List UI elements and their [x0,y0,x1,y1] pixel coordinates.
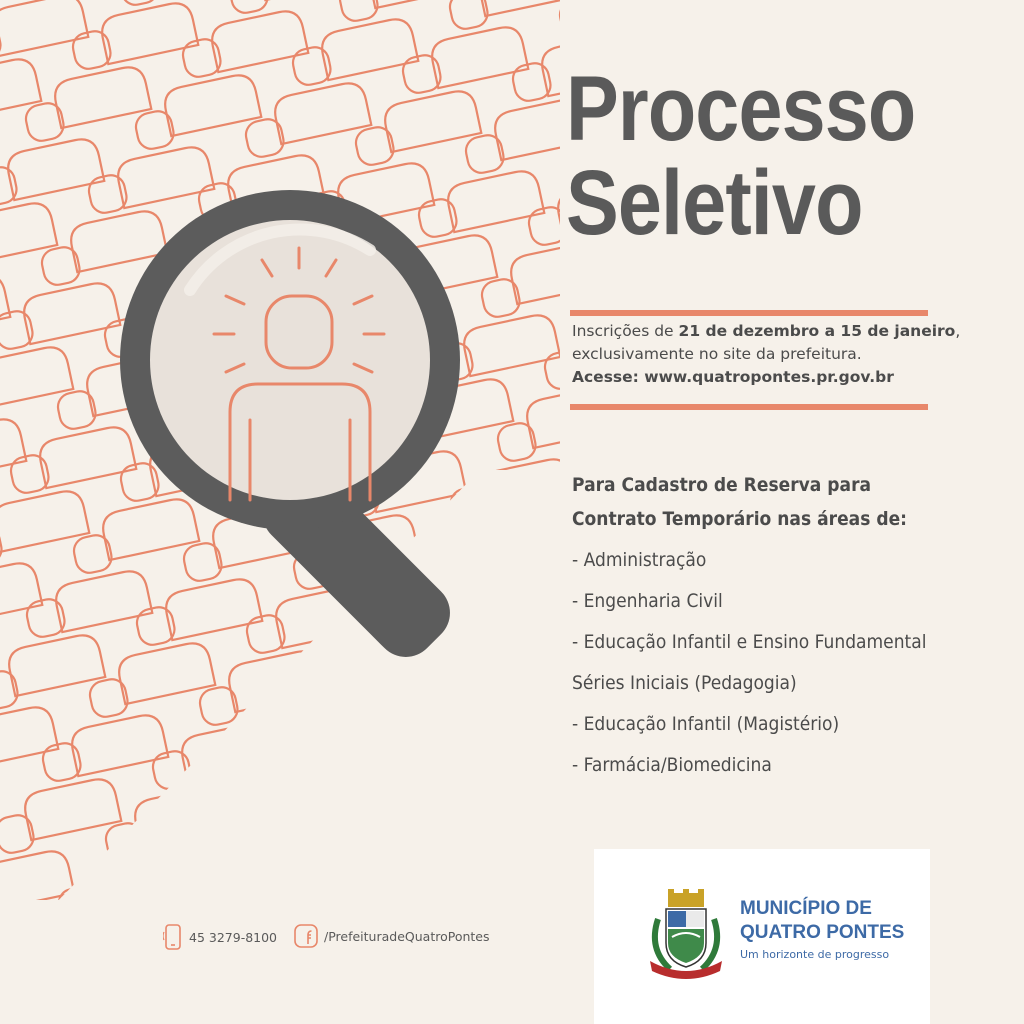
person-outline [373,47,481,152]
person-outline [0,447,89,552]
person-outline [12,239,120,344]
phone-icon [163,924,183,950]
website-link[interactable]: Acesse: www.quatropontes.pr.gov.br [572,368,894,386]
municipality-slogan: Um horizonte de progresso [740,948,890,961]
list-item: - Engenharia Civil [572,590,723,612]
person-outline [499,199,560,304]
person-outline [28,383,136,488]
person-outline [107,599,215,704]
person-outline [437,623,545,728]
title-line-2: Seletivo [566,152,863,254]
info-prefix: Inscrições de [572,322,679,340]
person-outline [13,735,121,840]
person-outline [186,823,294,900]
person-outline [452,271,560,376]
areas-intro-2: Contrato Temporário nas áreas de: [572,508,908,530]
person-outline [280,687,388,792]
registration-info [572,320,992,389]
person-outline [310,0,418,80]
list-item: - Administração [572,549,707,571]
list-item: - Farmácia/Biomedicina [572,754,772,776]
phone-number: 45 3279-8100 [189,929,278,945]
person-outline [0,231,10,336]
person-outline [29,879,137,900]
person-outline [0,303,73,408]
person-outline [0,807,74,900]
municipality-logo [594,849,930,1024]
areas-intro-1: Para Cadastro de Reserva para [572,474,872,496]
list-item: - Educação Infantil e Ensino Fundamental [572,631,927,653]
person-outline [263,39,371,144]
municipality-name-line-1: MUNICÍPIO DE [740,898,872,919]
person-outline [249,895,357,900]
facebook-icon [294,924,318,948]
areas-section [572,468,968,786]
person-outline [500,703,560,808]
person-outline [0,0,88,56]
person-outline [106,103,214,208]
person-outline [0,15,41,120]
person-outline [530,0,560,96]
info-dates: 21 de dezembro a 15 de janeiro [678,322,956,340]
person-outline [467,0,560,16]
info-suffix: , [955,322,961,340]
info-line-1 [572,320,992,343]
municipality-name [740,897,904,945]
person-outline [43,23,151,128]
areas-list [572,540,968,786]
magnifying-glass-icon [120,190,467,674]
person-outline [468,415,560,520]
list-item: - Educação Infantil (Magistério) [572,713,840,735]
person-outline [123,743,231,848]
person-outline [153,31,261,136]
person-outline [296,831,404,900]
info-line-2: exclusivamente no site da prefeitura. [572,345,862,363]
contact-phone [163,924,277,950]
list-item: Séries Iniciais (Pedagogia) [572,672,797,694]
municipality-name-line-2: QUATRO PONTES [740,922,905,943]
person-outline [421,479,529,584]
municipal-crest-icon [640,889,732,981]
person-outline [60,671,168,776]
page-title [566,58,916,254]
person-outline [154,535,262,640]
person-outline [0,519,42,624]
person-outline [233,751,341,856]
contact-facebook [294,924,490,948]
title-line-1: Processo [566,58,916,160]
illustration [0,0,560,900]
person-outline [420,0,528,88]
person-outline [170,679,278,784]
person-outline [516,847,560,900]
person-outline [547,631,560,736]
person-outline [484,559,560,664]
person-outline [139,887,247,900]
person-outline [436,127,544,232]
person-outline [343,759,451,864]
person-outline [453,767,560,872]
person-outline [217,607,325,712]
divider-top [570,310,928,316]
person-outline [406,839,514,900]
person-outline [390,695,498,800]
facebook-handle[interactable]: /PrefeituradeQuatroPontes [324,928,490,944]
person-outline [44,527,152,632]
person-outline [0,663,58,768]
person-outline [59,167,167,272]
person-outline [531,487,560,592]
divider-bottom [570,404,928,410]
